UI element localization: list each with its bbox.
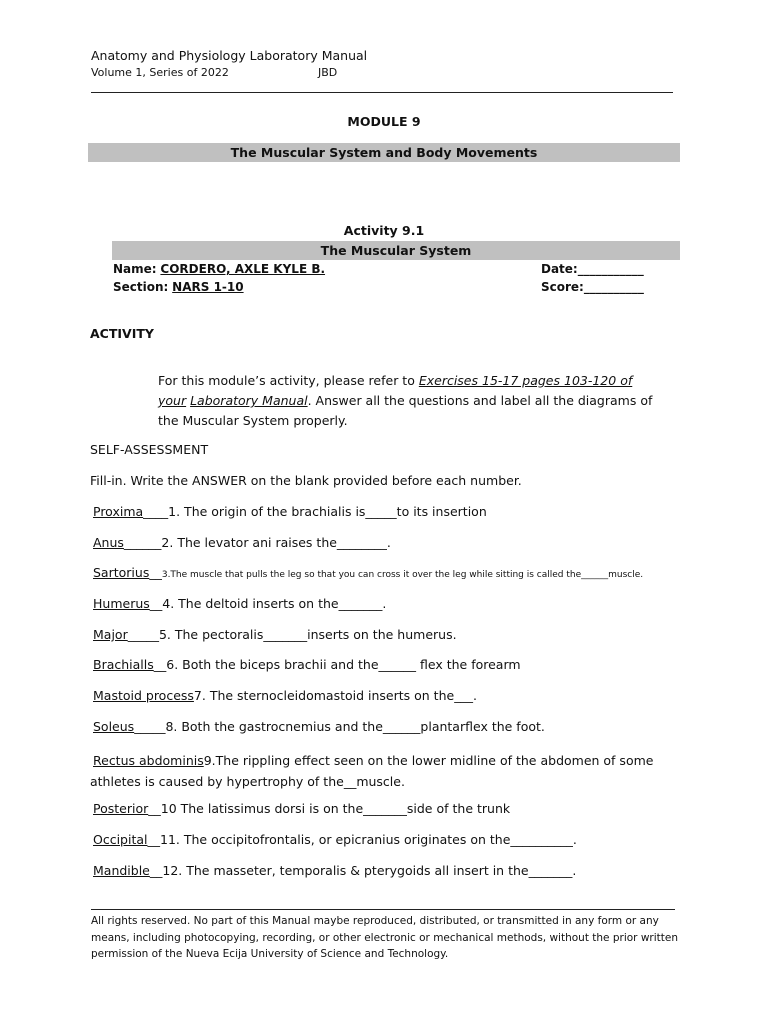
instructions-line-1: For this module’s activity, please refer to Exercises 15-17 pages 103-120 of [158, 373, 633, 388]
section-value: NARS 1-10 [172, 280, 244, 294]
instructions-line-2: your Laboratory Manual. Answer all the questions and label all the diagrams of [158, 393, 653, 408]
manual-reference: Laboratory Manual [190, 393, 308, 408]
answer-4: Humerus [93, 596, 150, 611]
answer-7: Mastoid process [93, 688, 194, 703]
answer-1: Proxima [93, 504, 144, 519]
footer-rule [91, 909, 675, 910]
question-12: Mandible__12. The masseter, temporalis & pterygoids all insert in the_______. [90, 863, 576, 878]
question-7: Mastoid process7. The sternocleidomastoid inserts on the___. [90, 688, 477, 703]
activity-heading: ACTIVITY [90, 326, 154, 341]
answer-5: Major [93, 627, 128, 642]
section-row [113, 280, 244, 294]
module-label: MODULE 9 [347, 114, 421, 129]
name-label: Name: [113, 262, 157, 276]
activity-title: The Muscular System [320, 243, 472, 258]
date-field: Date:___________ [541, 262, 644, 276]
answer-9: Rectus abdominis [93, 753, 204, 768]
answer-12: Mandible [93, 863, 150, 878]
answer-11: Occipital [93, 832, 148, 847]
question-11: Occipital__11. The occipitofrontalis, or epicranius originates on the__________. [90, 832, 577, 847]
answer-3: Sartorius [93, 565, 150, 580]
question-4: Humerus__4. The deltoid inserts on the_______. [90, 596, 386, 611]
question-1: Proxima____1. The origin of the brachialis is_____to its insertion [90, 504, 487, 519]
volume-series: Volume 1, Series of 2022 [91, 66, 229, 79]
question-2: Anus______2. The levator ani raises the________. [90, 535, 391, 550]
activity-label: Activity 9.1 [343, 223, 425, 238]
question-10: Posterior__10 The latissimus dorsi is on the_______side of the trunk [90, 801, 510, 816]
question-6: Brachialls__6. Both the biceps brachii and the______ flex the forearm [90, 657, 521, 672]
question-3: Sartorius__3.The muscle that pulls the leg so that you can cross it over the leg while sitting is called the______muscle. [90, 565, 643, 580]
answer-2: Anus [93, 535, 124, 550]
author-initials: JBD [318, 66, 338, 79]
name-value: CORDERO, AXLE KYLE B. [160, 262, 326, 276]
name-row [113, 262, 325, 276]
exercise-reference: Exercises 15-17 pages 103-120 of [418, 373, 633, 388]
question-8: Soleus_____8. Both the gastrocnemius and the______plantarflex the foot. [90, 719, 545, 734]
self-assessment-heading: SELF-ASSESSMENT [90, 442, 209, 457]
header-rule [91, 92, 673, 93]
manual-title: Anatomy and Physiology Laboratory Manual [91, 48, 368, 63]
score-field: Score:__________ [541, 280, 644, 294]
direction-text: Fill-in. Write the ANSWER on the blank provided before each number. [90, 473, 522, 488]
module-subtitle: The Muscular System and Body Movements [230, 145, 538, 160]
answer-10: Posterior [93, 801, 149, 816]
question-9: Rectus abdominis9.The rippling effect seen on the lower midline of the abdomen of some athletes is caused by hypertrophy of the__muscle. [90, 750, 653, 792]
section-label: Section: [113, 280, 169, 294]
answer-6: Brachialls [93, 657, 154, 672]
copyright-notice: All rights reserved. No part of this Manual maybe reproduced, distributed, or transmitted in any form or any means, including photocopying, recording, or other electronic or mechanical methods, without the prior written permission of the Nueva Ecija University of Science and Technology. [91, 915, 679, 960]
instructions-line-3: the Muscular System properly. [158, 413, 348, 428]
question-5: Major_____5. The pectoralis_______inserts on the humerus. [90, 627, 457, 642]
answer-8: Soleus [93, 719, 135, 734]
instructions [158, 371, 652, 431]
